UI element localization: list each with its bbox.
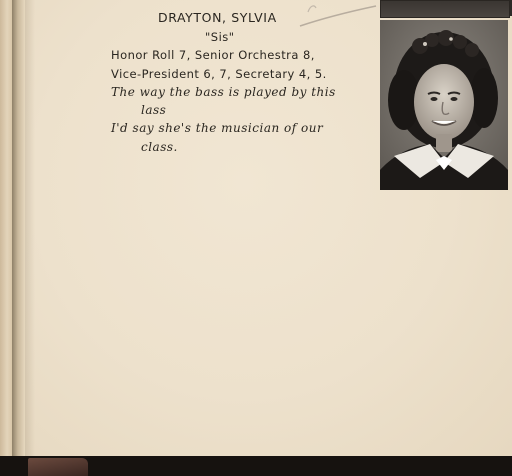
previous-portrait-photo	[380, 0, 510, 18]
verse-line: lass	[141, 103, 167, 117]
activities-line: Honor Roll 7, Senior Orchestra 8,	[111, 48, 315, 62]
previous-page-edge	[0, 0, 12, 462]
portrait-icon	[380, 20, 508, 190]
book-cover-corner	[28, 458, 88, 476]
student-portrait-photo	[380, 20, 508, 190]
book-gutter	[12, 0, 25, 462]
verse-line: class.	[141, 140, 178, 154]
page-shadow	[25, 0, 35, 456]
student-nickname: "Sis"	[205, 30, 235, 44]
activities-line: Vice-President 6, 7, Secretary 4, 5.	[111, 67, 327, 81]
verse-line: I'd say she's the musician of our	[111, 121, 324, 135]
student-name: DRAYTON, SYLVIA	[158, 10, 277, 25]
pencil-mark	[298, 2, 378, 32]
verse-line: The way the bass is played by this	[111, 85, 336, 99]
